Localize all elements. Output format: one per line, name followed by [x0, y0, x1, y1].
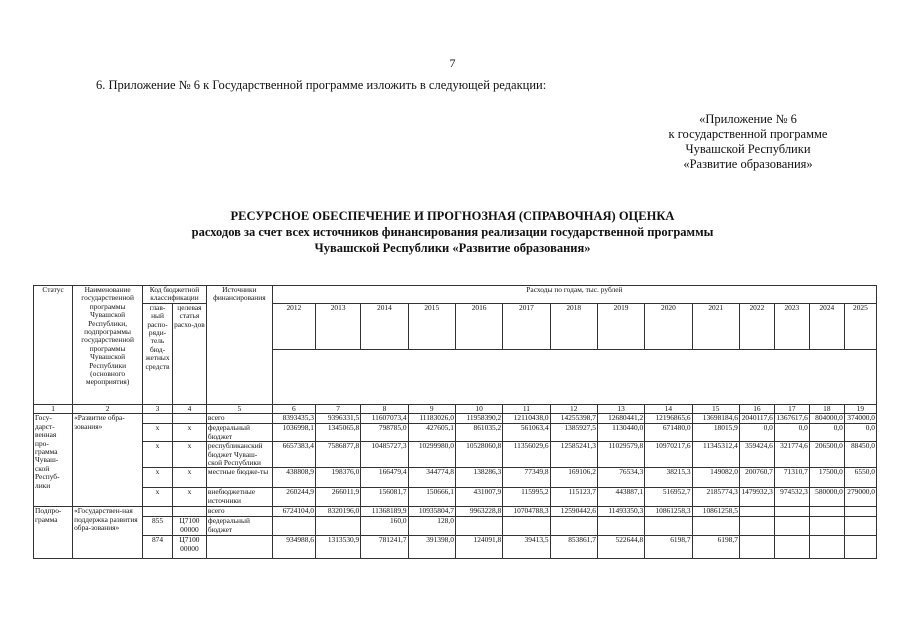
table-row [34, 424, 877, 442]
row-value: 1345065,8 [315, 424, 360, 442]
row-value: 206500,0 [809, 442, 844, 468]
table-row [34, 414, 877, 424]
column-number: 3 [143, 405, 173, 414]
row-value [550, 517, 597, 536]
row-value: 39413,5 [503, 536, 550, 559]
row-value [455, 517, 502, 536]
row-value: 1479932,3 [739, 488, 774, 507]
row-value: 671480,0 [645, 424, 692, 442]
column-number: 9 [408, 405, 455, 414]
row-value: 11607073,4 [361, 414, 408, 424]
row-gl: х [143, 468, 173, 488]
row-value: 138286,3 [455, 468, 502, 488]
row-source: всего [206, 414, 272, 424]
row-gl: 874 [143, 536, 173, 559]
row-value [645, 517, 692, 536]
header-code: Код бюджетной классификации [143, 286, 207, 304]
row-value: 11345312,4 [692, 442, 739, 468]
row-value: 2040117,6 [739, 414, 774, 424]
row-value: 0,0 [774, 424, 809, 442]
row-value: 7586877,8 [315, 442, 360, 468]
row-cs: х [172, 468, 206, 488]
row-value [844, 517, 876, 536]
row-value: 934988,6 [272, 536, 315, 559]
header-year: 2022 [739, 303, 774, 349]
row-value: 10861258,5 [692, 507, 739, 517]
row-value: 427605,1 [408, 424, 455, 442]
row-value: 10485727,3 [361, 442, 408, 468]
table-row [34, 488, 877, 507]
row-value: 14255398,7 [550, 414, 597, 424]
row-value: 391398,0 [408, 536, 455, 559]
row-value [774, 507, 809, 517]
row-cs: х [172, 488, 206, 507]
row-value [809, 536, 844, 559]
appendix-caption [598, 112, 898, 172]
row-value: 149082,0 [692, 468, 739, 488]
row-value [739, 536, 774, 559]
appendix-line: к государственной программе [668, 127, 828, 141]
header-gl: глав-ный распо-ряди-тель бюд-жетных средств [143, 303, 173, 404]
row-value: 11183026,0 [408, 414, 455, 424]
row-gl: 855 [143, 517, 173, 536]
row-value: 12196865,6 [645, 414, 692, 424]
row-value: 11356029,6 [503, 442, 550, 468]
header-year: 2013 [315, 303, 360, 349]
header-expenses: Расходы по годам, тыс. рублей [272, 286, 876, 304]
row-value [272, 517, 315, 536]
row-value: 18015,9 [692, 424, 739, 442]
row-value: 781241,7 [361, 536, 408, 559]
row-value: 321774,6 [774, 442, 809, 468]
document-title [0, 208, 905, 256]
row-value: 88450,0 [844, 442, 876, 468]
row-cs: Ц7100 00000 [172, 536, 206, 559]
row-value: 798785,0 [361, 424, 408, 442]
row-source: республиканский бюджет Чуваш-ской Республики [206, 442, 272, 468]
row-value: 0,0 [739, 424, 774, 442]
column-number: 18 [809, 405, 844, 414]
header-year: 2012 [272, 303, 315, 349]
row-source: федеральный бюджет [206, 517, 272, 536]
row-value: 6657383,4 [272, 442, 315, 468]
row-gl: х [143, 424, 173, 442]
header-year: 2021 [692, 303, 739, 349]
row-value: 6724104,0 [272, 507, 315, 517]
row-status: Подпро-грамма [34, 507, 73, 559]
row-source: местные бюдже-ты [206, 468, 272, 488]
row-value [315, 517, 360, 536]
row-value: 160,0 [361, 517, 408, 536]
column-number: 7 [315, 405, 360, 414]
row-value: 516952,7 [645, 488, 692, 507]
row-value: 1130440,0 [597, 424, 644, 442]
row-cs [172, 414, 206, 424]
header-year: 2018 [550, 303, 597, 349]
row-source: федеральный бюджет [206, 424, 272, 442]
row-value [809, 517, 844, 536]
header-row [34, 286, 877, 304]
row-cs: Ц7100 00000 [172, 517, 206, 536]
column-number: 12 [550, 405, 597, 414]
row-value: 77349,8 [503, 468, 550, 488]
header-year: 2014 [361, 303, 408, 349]
row-value: 38215,3 [645, 468, 692, 488]
title-line: расходов за счет всех источников финансирования реализации государственной программы [191, 225, 714, 239]
appendix-line: «Приложение № 6 [699, 112, 797, 126]
column-number: 19 [844, 405, 876, 414]
row-value: 853861,7 [550, 536, 597, 559]
row-value: 10704788,3 [503, 507, 550, 517]
column-number: 2 [73, 405, 143, 414]
column-number: 10 [455, 405, 502, 414]
row-value: 10970217,6 [645, 442, 692, 468]
row-value: 1036998,1 [272, 424, 315, 442]
row-value: 443887,1 [597, 488, 644, 507]
row-value: 2185774,3 [692, 488, 739, 507]
row-value: 522644,8 [597, 536, 644, 559]
table-row [34, 468, 877, 488]
row-value: 561063,4 [503, 424, 550, 442]
row-value: 10299980,0 [408, 442, 455, 468]
column-number-row [34, 405, 877, 414]
column-number: 17 [774, 405, 809, 414]
column-number: 14 [645, 405, 692, 414]
row-value [597, 517, 644, 536]
row-value: 266011,9 [315, 488, 360, 507]
row-value: 279000,0 [844, 488, 876, 507]
row-cs [172, 507, 206, 517]
row-value: 374000,0 [844, 414, 876, 424]
intro-paragraph: 6. Приложение № 6 к Государственной программе изложить в следующей редакции: [96, 78, 547, 92]
column-number: 4 [172, 405, 206, 414]
column-number: 1 [34, 405, 73, 414]
row-value: 156081,7 [361, 488, 408, 507]
row-value: 6198,7 [645, 536, 692, 559]
header-year: 2025 [844, 303, 876, 349]
table-row [34, 536, 877, 559]
column-number: 6 [272, 405, 315, 414]
row-value: 115123,7 [550, 488, 597, 507]
row-value: 8393435,3 [272, 414, 315, 424]
column-number: 13 [597, 405, 644, 414]
row-value: 13698184,6 [692, 414, 739, 424]
row-value [774, 536, 809, 559]
row-value: 12110438,0 [503, 414, 550, 424]
row-value [503, 517, 550, 536]
row-status: Госу-дарст-венная про-грамма Чуваш-ской Респуб-лики [34, 414, 73, 507]
table-row [34, 517, 877, 536]
row-value: 1367617,6 [774, 414, 809, 424]
header-cs: целевая статья расхо-дов [172, 303, 206, 404]
table-row [34, 507, 877, 517]
row-value [774, 517, 809, 536]
row-value: 580000,0 [809, 488, 844, 507]
table-body [34, 286, 877, 559]
row-value: 260244,9 [272, 488, 315, 507]
header-year: 2017 [503, 303, 550, 349]
row-source: всего [206, 507, 272, 517]
row-value: 12585241,3 [550, 442, 597, 468]
table-row [34, 442, 877, 468]
header-name: Наименование государственной программы Чувашской Республики, подпрограммы государственной программы Чувашской Республики (основного мероприятия) [73, 286, 143, 405]
row-value: 6198,7 [692, 536, 739, 559]
header-year: 2023 [774, 303, 809, 349]
row-value: 0,0 [844, 424, 876, 442]
title-line: Чувашской Республики «Развитие образования» [314, 241, 591, 255]
row-value: 115995,2 [503, 488, 550, 507]
row-value: 17500,0 [809, 468, 844, 488]
row-value: 200760,7 [739, 468, 774, 488]
column-number: 16 [739, 405, 774, 414]
row-value [692, 517, 739, 536]
row-value: 11958390,2 [455, 414, 502, 424]
header-sources: Источники финансирования [206, 286, 272, 405]
appendix-line: «Развитие образования» [683, 157, 813, 171]
header-year: 2015 [408, 303, 455, 349]
row-value: 8320196,0 [315, 507, 360, 517]
row-value: 169106,2 [550, 468, 597, 488]
row-value [739, 517, 774, 536]
row-value: 71310,7 [774, 468, 809, 488]
row-value: 0,0 [809, 424, 844, 442]
row-value: 6550,0 [844, 468, 876, 488]
row-value: 431007,9 [455, 488, 502, 507]
page-number: 7 [449, 56, 456, 70]
column-number: 8 [361, 405, 408, 414]
row-value [809, 507, 844, 517]
header-year: 2016 [455, 303, 502, 349]
row-name: «Государствен-ная поддержка развития обра-зования» [73, 507, 143, 559]
appendix-line: Чувашской Республики [685, 142, 811, 156]
row-cs: х [172, 424, 206, 442]
row-value: 11029579,8 [597, 442, 644, 468]
row-source: внебюджетные источники [206, 488, 272, 507]
row-value: 438808,9 [272, 468, 315, 488]
row-value: 1313530,9 [315, 536, 360, 559]
row-value: 10861258,3 [645, 507, 692, 517]
header-spacer [272, 349, 876, 404]
row-value [739, 507, 774, 517]
row-value: 11493350,3 [597, 507, 644, 517]
header-year: 2019 [597, 303, 644, 349]
row-value: 124091,8 [455, 536, 502, 559]
row-value: 76534,3 [597, 468, 644, 488]
row-value: 11368189,9 [361, 507, 408, 517]
row-value [844, 536, 876, 559]
column-number: 11 [503, 405, 550, 414]
row-value: 10935804,7 [408, 507, 455, 517]
row-gl [143, 507, 173, 517]
row-value: 166479,4 [361, 468, 408, 488]
row-cs: х [172, 442, 206, 468]
header-year: 2020 [645, 303, 692, 349]
row-source [206, 536, 272, 559]
row-value: 974532,3 [774, 488, 809, 507]
row-gl: х [143, 442, 173, 468]
row-value: 359424,6 [739, 442, 774, 468]
row-value: 12680441,2 [597, 414, 644, 424]
row-value: 150666,1 [408, 488, 455, 507]
column-number: 5 [206, 405, 272, 414]
row-value: 804000,0 [809, 414, 844, 424]
column-number: 15 [692, 405, 739, 414]
row-value: 861035,2 [455, 424, 502, 442]
row-value: 128,0 [408, 517, 455, 536]
header-year: 2024 [809, 303, 844, 349]
row-gl [143, 414, 173, 424]
row-gl: х [143, 488, 173, 507]
row-name: «Развитие обра-зования» [73, 414, 143, 507]
row-value: 198376,0 [315, 468, 360, 488]
row-value: 9396331,5 [315, 414, 360, 424]
row-value: 344774,8 [408, 468, 455, 488]
row-value: 10528060,8 [455, 442, 502, 468]
row-value: 9963228,8 [455, 507, 502, 517]
header-status: Статус [34, 286, 73, 405]
resources-table [33, 285, 877, 559]
title-line: РЕСУРСНОЕ ОБЕСПЕЧЕНИЕ И ПРОГНОЗНАЯ (СПРАВОЧНАЯ) ОЦЕНКА [230, 209, 675, 223]
row-value [844, 507, 876, 517]
header-row [34, 303, 877, 349]
row-value: 12590442,6 [550, 507, 597, 517]
row-value: 1385927,5 [550, 424, 597, 442]
